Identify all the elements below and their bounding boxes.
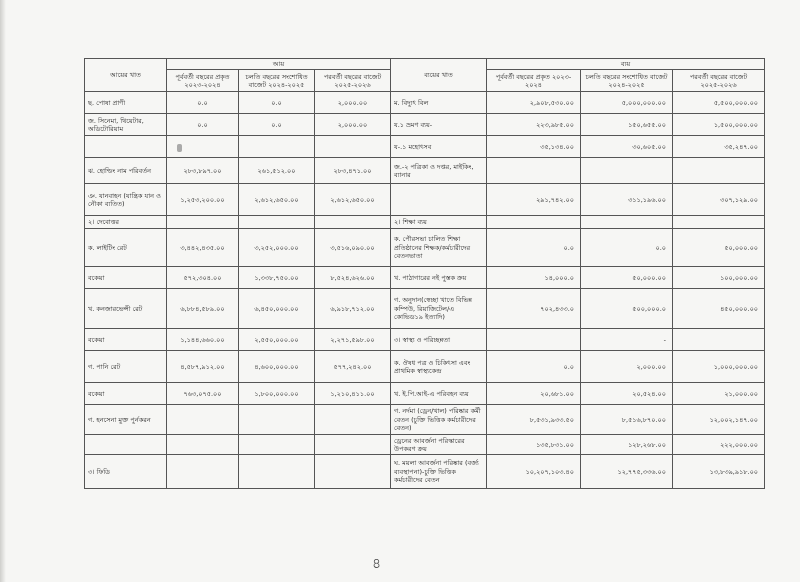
expense-prev-actual: ৭০২,৪৩৩.০ [487,289,581,329]
income-item: ২। দেবোত্তর [85,216,167,229]
income-next-budget: ২,০০০.০০ [315,92,391,114]
income-item: বকেয়া [85,329,167,351]
income-prev-actual [167,405,239,435]
income-group-header: আয় [167,59,391,70]
income-prev-actual [167,216,239,229]
expense-item: খ. পাঠাগারের নই পুস্তক ক্রয় [391,267,487,289]
income-current-revised: ৪,৬০০,০০০.০০ [239,351,315,383]
expense-prev-actual: ২৯১,৭৪২.০০ [487,184,581,216]
income-item [85,136,167,158]
table-row [85,158,765,184]
income-item [85,435,167,455]
income-prev-actual: ২৮৩,৮৯৭.০০ [167,158,239,184]
expense-next-budget: ২২২,০০০.০০ [673,435,765,455]
income-col1-header: পূর্ববর্তী বছরের প্রকৃত ২০২৩-২০২৪ [167,70,239,92]
table-row [85,184,765,216]
table-row [85,383,765,405]
expense-prev-actual [487,216,581,229]
expense-prev-actual [487,158,581,184]
income-next-budget: ৮,৫২৪,৬২৬.০০ [315,267,391,289]
table-row [85,351,765,383]
expense-prev-actual: ৮,৫৩১,৯৩৩.৫০ [487,405,581,435]
expense-prev-actual: ১০,২০৭,১০৩.৪০ [487,455,581,489]
expense-item: জ.-২ পত্রিকা ও দপ্তর, মাইকিং, ব্যানার [391,158,487,184]
expense-current-revised: ২০,৫২৪.০০ [581,383,673,405]
income-current-revised: ২,৬১২,৬৫০.০০ [239,184,315,216]
income-next-budget [315,435,391,455]
budget-table [84,58,765,489]
income-prev-actual: ০.০ [167,92,239,114]
income-next-budget: ৬,৯১৮,৭১২.০০ [315,289,391,329]
expense-item: য.১ ভ্রমণ ব্যয়- [391,114,487,136]
expense-current-revised: ১২৮,২৬৮.০০ [581,435,673,455]
expense-next-budget: ২১,০০০.০০ [673,383,765,405]
income-item: জ. সিনেমা, থিয়েটার, অডিটোরিয়াম [85,114,167,136]
income-next-budget [315,455,391,489]
expense-current-revised: - [581,329,673,351]
table-row [85,435,765,455]
table-row [85,455,765,489]
table-row [85,136,765,158]
expense-current-revised: ৩০,৬০৫.০০ [581,136,673,158]
expense-prev-actual: ২২৩,৯৮৫.০০ [487,114,581,136]
expense-item: ক. ঔষধ পত্র ও চিকিৎসা এবং প্রাথমিক স্বাস্থ্যকেন্দ্র [391,351,487,383]
income-prev-actual: ১,১৪৪,৬৬০.০০ [167,329,239,351]
income-item: ঝ. হোল্ডিং নাম পরিবর্তন [85,158,167,184]
expense-item: য-.১ মহোৎসব [391,136,487,158]
expense-next-budget: ৫০,০০০.০০ [673,229,765,267]
income-current-revised: ১,৮০০,০০০.০০ [239,383,315,405]
expense-current-revised [581,216,673,229]
expense-item: গ. নর্দমা (ড্রেন/খাল) পরিষ্কার কর্মী বেতন (চুক্তি ভিত্তিক কর্মচারীদের বেতন) [391,405,487,435]
page-fold-shadow [0,0,6,582]
income-prev-actual: ৫৭২,৩০৪.০০ [167,267,239,289]
income-prev-actual [167,136,239,158]
expense-next-budget: ১২,০০২,১৪৭.০০ [673,405,765,435]
expense-current-revised: ১৫০,৬৫৫.০০ [581,114,673,136]
table-row [85,114,765,136]
table-row [85,267,765,289]
income-next-budget: ৫৭৭,২৪২.০০ [315,351,391,383]
income-next-budget: ৩,৫১৬,০৯০.০০ [315,229,391,267]
table-row [85,289,765,329]
expense-col3-header: পরবর্তী বছরের বাজেট ২০২৫-২০২৬ [673,70,765,92]
income-next-budget [315,136,391,158]
expense-item: ২। শিক্ষা ব্যয় [391,216,487,229]
income-item: ক. লাইটিং রেট [85,229,167,267]
income-prev-actual: ৪,৫৮৭,৯১২.০০ [167,351,239,383]
expense-next-budget [673,329,765,351]
expense-current-revised: ০.০ [581,229,673,267]
table-row [85,405,765,435]
income-current-revised: ০.০ [239,92,315,114]
expense-prev-actual [487,329,581,351]
expense-prev-actual: ০.০ [487,229,581,267]
expense-item [391,184,487,216]
income-item: খ. কনজারভেন্সী রেট [85,289,167,329]
expense-current-revised: ৫০০,০০০.০ [581,289,673,329]
expense-prev-actual: ০.০ [487,351,581,383]
income-item: বকেয়া [85,383,167,405]
expense-prev-actual: ১৩৫,৮৩১.০০ [487,435,581,455]
expense-next-budget [673,216,765,229]
expense-prev-actual: ২,৯০৮,৫৩০.০০ [487,92,581,114]
income-current-revised: ৬,৪৫০,০০০.০০ [239,289,315,329]
expense-col1-header: পূর্ববর্তী বছরের প্রকৃত ২০২৩- ২০২৪ [487,70,581,92]
income-current-revised: ২,৫৫০,০০০.০০ [239,329,315,351]
expense-next-budget: ৩৫,২৪৭.০০ [673,136,765,158]
income-current-revised [239,405,315,435]
income-prev-actual: ১,২৫৩,২০০.০০ [167,184,239,216]
expense-next-budget: ৩০৭,১২৯.০০ [673,184,765,216]
page-number: ৪ [372,556,382,572]
table-row [85,329,765,351]
income-item: বকেয়া [85,267,167,289]
income-col2-header: চলতি বছরের সংশোধিত বাজেট ২০২৪-২০২৫ [239,70,315,92]
expense-next-budget: ৫,৫০০,০০০.০০ [673,92,765,114]
expense-item: ম. বিদ্যুৎ বিল [391,92,487,114]
expense-current-revised: ১২,৭৭৫,৩৩৬.০০ [581,455,673,489]
income-current-revised [239,136,315,158]
income-prev-actual [167,455,239,489]
table-row [85,216,765,229]
income-next-budget: ১,২১০,৪১১.০০ [315,383,391,405]
expense-current-revised: ৫,০০০,০০০.০০ [581,92,673,114]
expense-item: খ. ই.পি.আই-এ পরিবহন ব্যয় [391,383,487,405]
income-item: গ. পানি রেট [85,351,167,383]
income-item: গ. হনসেনা মুক্ত পুর্নকরন [85,405,167,435]
expense-prev-actual: ১৪,০০০.০ [487,267,581,289]
expense-head: ব্যয়ের খাত [391,59,487,92]
expense-next-budget [673,158,765,184]
income-current-revised: ২৬১,৫১২.০০ [239,158,315,184]
table-row [85,92,765,114]
expense-next-budget: ৪৫০,০০০.০০ [673,289,765,329]
expense-current-revised: ২,০০০.০০ [581,351,673,383]
income-current-revised: ৩,২৫২,০০০.০০ [239,229,315,267]
income-head: আয়ের খাত [85,59,167,92]
expense-current-revised: ৫০,০০০.০০ [581,267,673,289]
income-next-budget [315,405,391,435]
income-next-budget: ২,২৭১,৫৯৮.০০ [315,329,391,351]
expense-current-revised [581,158,673,184]
income-next-budget: ২,০০০.০০ [315,114,391,136]
expense-current-revised: ৮,৫১৬,৮৭০.০০ [581,405,673,435]
expense-item: ড্রেনের আবর্জনা পরিস্কারের উপকরণ ক্রয় [391,435,487,455]
expense-item: ঘ. ময়লা আবর্জনা পরিষ্কার (বর্জ্য ব্যবস্থাপনা)-চুক্তি ভিত্তিক কর্মচারীদের বেতন [391,455,487,489]
income-current-revised: ০.০ [239,114,315,136]
income-current-revised [239,455,315,489]
income-col3-header: পরবর্তী বছরের বাজেট ২০২৫-২০২৬ [315,70,391,92]
income-item: ঞ. যানবাহন (যান্ত্রিক যান ও নৌকা ব্যতিত) [85,184,167,216]
expense-next-budget: ১০০,০০০.০০ [673,267,765,289]
income-prev-actual: ৬,৮৮৪,৫৮৯.০০ [167,289,239,329]
expense-prev-actual: ২০,৬৮১.০০ [487,383,581,405]
expense-next-budget: ১৩,৮৩৯,৯১৮.০০ [673,455,765,489]
expense-item: ৩। স্বাস্থ্য ও পরিচ্ছন্নতা [391,329,487,351]
income-next-budget: ২৮৩,৪৭১.০০ [315,158,391,184]
expense-next-budget: ১,৫০০,০০০.০০ [673,114,765,136]
income-prev-actual: ৭৬৩,০৭৫.০০ [167,383,239,405]
table-row [85,229,765,267]
expense-item: ক. পৌরসভা চালিত শিক্ষা প্রতিষ্ঠানের শিক্ষক/কর্মচারীদের বেতনভাতা [391,229,487,267]
expense-item: গ. অনুদান(স্বেচ্ছা খাতে বিভিন্ন কম্পিউ, রিয়াজিটেল/এ কোভিড১৯ ইত্যাদি) [391,289,487,329]
income-item: ৩। ফিডি [85,455,167,489]
income-next-budget [315,216,391,229]
expense-current-revised: ৩১১,১৯৬.০০ [581,184,673,216]
income-current-revised [239,435,315,455]
income-prev-actual: ৩,৪৪২,৪৩৫.০০ [167,229,239,267]
income-item: ছ. পোষা প্রাণী [85,92,167,114]
expense-next-budget: ১,০০০,০০০.০০ [673,351,765,383]
expense-group-header: ব্যয় [487,59,765,70]
income-next-budget: ২,৬১২,৬৫০.০০ [315,184,391,216]
income-current-revised [239,216,315,229]
income-current-revised: ১,৩৩৮,৭৫০.০০ [239,267,315,289]
income-prev-actual: ০.০ [167,114,239,136]
income-prev-actual [167,435,239,455]
expense-col2-header: চলতি বছরের সংশোধিত বাজেট ২০২৪-২০২৫ [581,70,673,92]
expense-prev-actual: ৩৫,১৩৪.০০ [487,136,581,158]
